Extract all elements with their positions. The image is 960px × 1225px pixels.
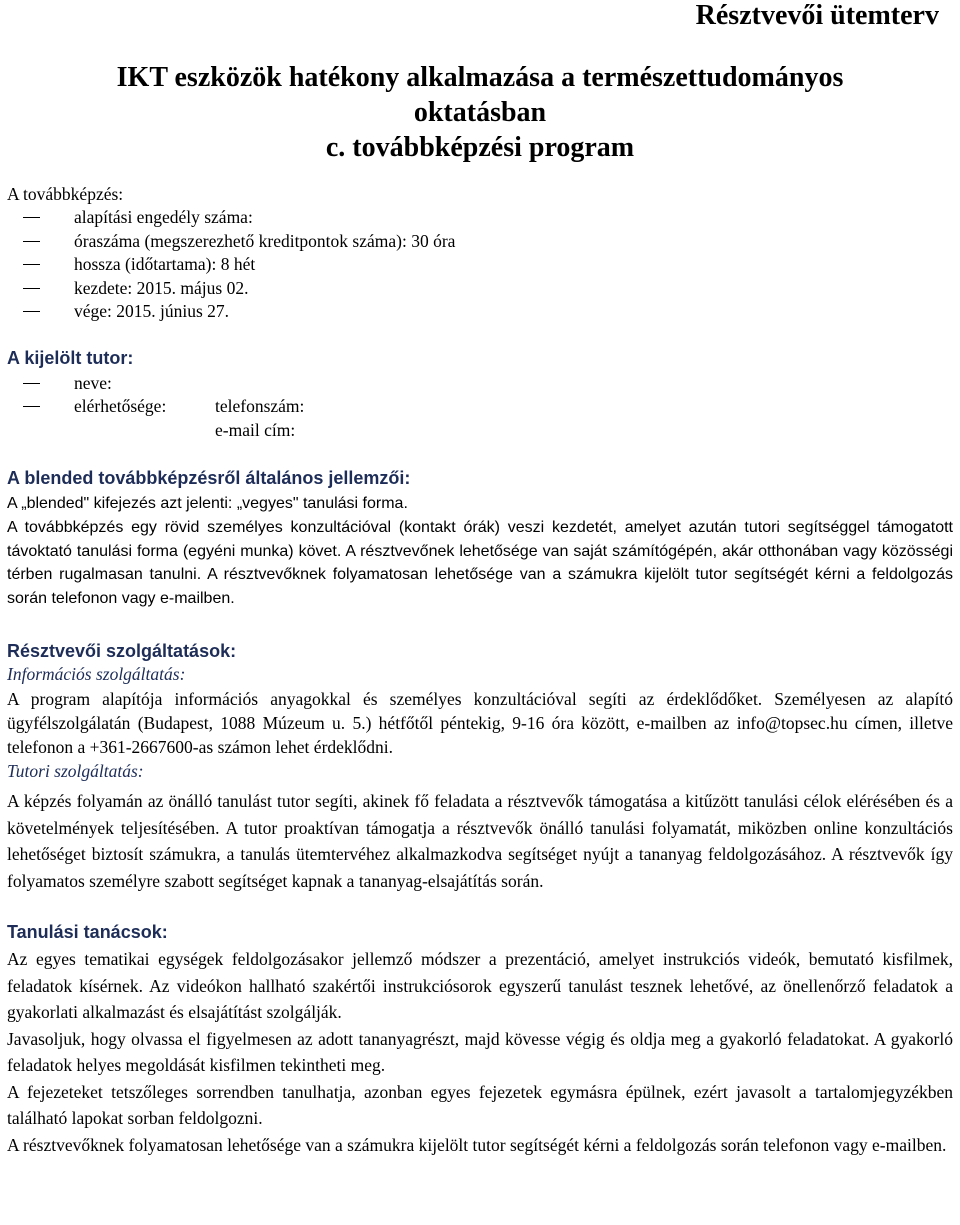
training-heading: A továbbképzés:	[7, 184, 124, 204]
tutor-details-list	[7, 372, 953, 443]
tips-paragraph-3: A fejezeteket tetszőleges sorrendben tanulhatja, azonban egyes fejezetek egymásra épülnek, ezért javasolt a tartalomjegyzékben található lapokat sorban feldolgozni.	[7, 1081, 953, 1128]
tutor-email-item	[7, 419, 953, 443]
dash-bullet-icon	[23, 217, 40, 218]
program-title	[7, 60, 953, 165]
dash-bullet-icon	[23, 406, 40, 407]
dash-bullet-icon	[23, 241, 40, 242]
info-service-heading: Információs szolgáltatás:	[7, 664, 186, 684]
services-heading: Résztvevői szolgáltatások:	[7, 641, 237, 661]
blended-section	[7, 467, 953, 610]
dash-bullet-icon	[23, 311, 40, 312]
services-section	[7, 640, 953, 894]
tips-paragraph-4: A résztvevőknek folyamatosan lehetősége van a számukra kijelölt tutor segítségét kérni a feldolgozás során telefonon vagy e-mailben.	[7, 1134, 947, 1155]
tips-paragraph-1: Az egyes tematikai egységek feldolgozásakor jellemző módszer a prezentáció, amelyet instrukciós videók, bemutató kisfilmek, feladatok kísérnek. Az videókon hallható szakértői instrukciósorok egyszerű tanulást tesznek lehetővé, az önellenőrző feladatok a gyakorlati alkalmazást és elsajátítást szolgálják.	[7, 949, 953, 1022]
tutor-section	[7, 347, 953, 443]
tips-heading: Tanulási tanácsok:	[7, 922, 168, 942]
phone-label: telefonszám:	[215, 396, 305, 416]
tutor-contact-item	[7, 395, 953, 419]
list-item: hossza (időtartama): 8 hét	[7, 253, 953, 277]
tutor-name-item: neve:	[7, 372, 953, 396]
training-section	[7, 182, 953, 324]
program-title-line-3: c. továbbképzési program	[325, 132, 635, 163]
tutor-heading: A kijelölt tutor:	[7, 347, 134, 368]
tips-section	[7, 921, 953, 1158]
blended-paragraph: A továbbképzés egy rövid személyes konzultációval (kontakt órák) veszi kezdetét, amelyet azután tutori segítséggel támogatott távoktató tanulási forma (egyéni munka) követ. A résztvevőnek lehetősége van saját számítógépén, akár otthonában vagy közösségi térben rugalmasan tanulni. A résztvevőknek folyamatosan lehetősége van a számukra kijelölt tutor segítségét kérni a feldolgozás során telefonon vagy e-mailben.	[7, 519, 953, 607]
blended-definition: A „blended" kifejezés azt jelenti: „vegyes" tanulási forma.	[7, 495, 408, 512]
dash-bullet-icon	[23, 264, 40, 265]
email-label: e-mail cím:	[215, 419, 296, 440]
dash-bullet-icon	[23, 288, 40, 289]
list-item: alapítási engedély száma:	[7, 206, 953, 230]
program-title-line-2: oktatásban	[413, 97, 547, 128]
tutor-service-text: A képzés folyamán az önálló tanulást tutor segíti, akinek fő feladata a résztvevők támogatása a kitűzött tanulási célok elérésében és a követelmények teljesítésében. A tutor proaktívan támogatja a résztvevők önálló tanulási folyamatát, miközben online konzultációs lehetőséget biztosít számukra, a tanulás ütemtervéhez alkalmazkodva segítséget nyújt a tananyag feldolgozásához. A résztvevők így folyamatos személyre szabott segítséget kapnak a tananyag-elsajátítás során.	[7, 791, 953, 891]
info-service-text: A program alapítója információs anyagokkal és személyes konzultációval segíti az érdeklődőket. Személyesen az alapító ügyfélszolgálatán (Budapest, 1088 Múzeum u. 5.) hétfőtől péntekig, 9-16 óra között, e-mailben az info@topsec.hu címen, illetve telefonon a +361-2667600-as számon lehet érdeklődni.	[7, 689, 953, 757]
tips-paragraph-2: Javasoljuk, hogy olvassa el figyelmesen az adott tananyagrészt, majd kövesse végig és oldja meg a gyakorló feladatokat. A gyakorló feladatok helyes megoldását kisfilmen tekintheti meg.	[7, 1028, 953, 1075]
program-title-line-1: IKT eszközök hatékony alkalmazása a természettudományos	[116, 62, 844, 93]
list-item: vége: 2015. június 27.	[7, 300, 953, 324]
document-page	[7, 0, 953, 1158]
training-details-list	[7, 206, 953, 324]
blended-heading: A blended továbbképzésről általános jellemzői:	[7, 468, 411, 488]
list-item: óraszáma (megszerezhető kreditpontok száma): 30 óra	[7, 230, 953, 254]
contact-label: elérhetősége:	[74, 396, 167, 416]
document-title: Résztvevői ütemterv	[695, 0, 939, 31]
tutor-service-heading: Tutori szolgáltatás:	[7, 761, 144, 781]
dash-bullet-icon	[23, 383, 40, 384]
list-item: kezdete: 2015. május 02.	[7, 277, 953, 301]
